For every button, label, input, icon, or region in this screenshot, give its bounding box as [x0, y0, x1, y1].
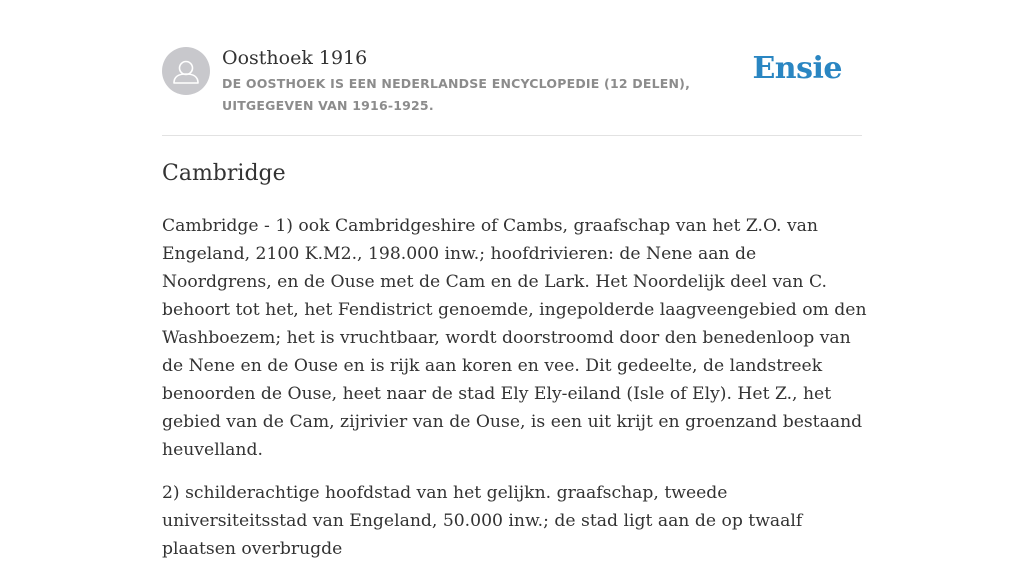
article-title: Cambridge [162, 161, 286, 186]
source-description: DE OOSTHOEK IS EEN NEDERLANDSE ENCYCLOPEDIE (12 DELEN), UITGEGEVEN VAN 1916-1925. [222, 76, 691, 113]
source-header [162, 46, 862, 116]
article-paragraph: Cambridge - 1) ook Cambridgeshire of Cambs, graafschap van het Z.O. van Engeland, 2100 K.M2., 198.000 inw.; hoofdrivieren: de Nene aan de Noordgrens, en de Ouse met de Cam en de Lark. Het Noordelijk deel van C. behoort tot het, het Fendistrict genoemde, ingepolderde laagveengebied om den Washboezem; het is vruchtbaar, wordt doorstroomd door den benedenloop van de Nene en de Ouse en is rijk aan koren en vee. Dit gedeelte, de landstreek benoorden de Ouse, heet naar de stad Ely Ely-eiland (Isle of Ely). Het Z., het gebied van de Cam, zijrivier van de Ouse, is een uit krijt en groenzand bestaand heuvelland. [162, 216, 867, 460]
article-paragraph: 2) schilderachtige hoofdstad van het gelijkn. graafschap, tweede universiteitsstad van Engeland, 50.000 inw.; de stad ligt aan de op twaalf plaatsen overbrugde [162, 483, 803, 559]
ensie-logo[interactable]: Ensie [752, 51, 842, 86]
source-name[interactable]: Oosthoek 1916 [222, 47, 368, 69]
article-body [162, 212, 868, 578]
header-divider [162, 135, 862, 136]
avatar[interactable] [162, 47, 210, 95]
user-icon [162, 47, 210, 95]
